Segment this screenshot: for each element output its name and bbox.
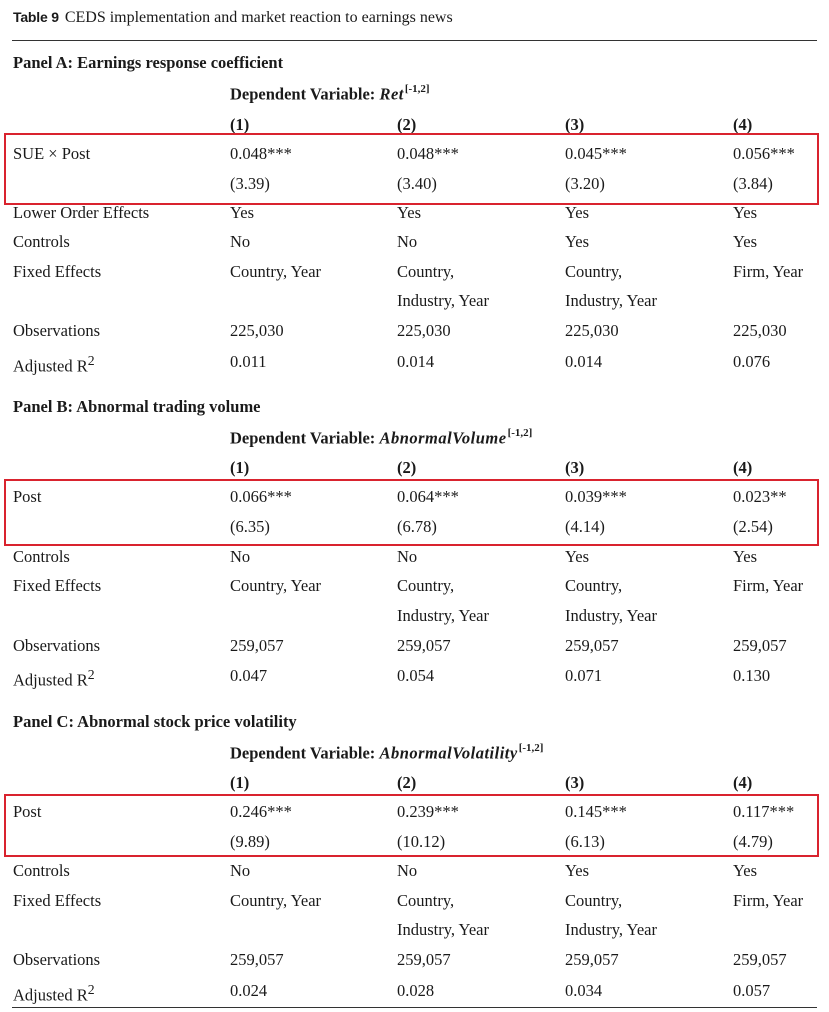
adj-r2-superscript: 2	[87, 982, 95, 997]
panel-c-title: Panel C: Abnormal stock price volatility	[13, 712, 297, 731]
panel-c-dependent-variable	[230, 744, 543, 762]
row-post-label: Post	[13, 802, 42, 821]
coefficient: 0.048***	[397, 144, 459, 163]
panel-b-highlight-box	[4, 479, 819, 546]
coefficient: 0.239***	[397, 802, 459, 821]
panel-b-title: Panel B: Abnormal trading volume	[13, 397, 261, 416]
row-adj-r2-value: 0.014	[397, 352, 435, 371]
row-sue-post-label: SUE × Post	[13, 144, 91, 163]
panel-b-dependent-variable	[230, 429, 532, 447]
adj-r2-text: Adjusted R	[13, 356, 88, 376]
fixed-effects-value: Country,	[565, 576, 623, 595]
row-lower-order-value: Yes	[565, 203, 590, 222]
t-statistic: (4.14)	[565, 517, 605, 536]
fixed-effects-value: Country,	[397, 262, 455, 281]
t-statistic: (3.84)	[733, 174, 773, 193]
row-adj-r2-value: 0.071	[565, 666, 603, 685]
row-controls-value: Yes	[565, 861, 590, 880]
row-observations-value: 225,030	[230, 321, 284, 340]
coefficient: 0.145***	[565, 802, 627, 821]
row-controls-value: No	[397, 232, 418, 251]
dv-prefix: Dependent Variable:	[230, 84, 376, 104]
row-adj-r2-value: 0.034	[565, 981, 603, 1000]
row-adj-r2-value: 0.014	[565, 352, 603, 371]
fixed-effects-value: Country, Year	[230, 891, 322, 910]
adj-r2-text: Adjusted R	[13, 670, 88, 690]
t-statistic: (2.54)	[733, 517, 773, 536]
dv-window: [-1,2]	[404, 83, 430, 95]
coefficient: 0.064***	[397, 487, 459, 506]
table-caption	[13, 9, 453, 27]
t-statistic: (6.35)	[230, 517, 270, 536]
row-controls-label: Controls	[13, 232, 70, 251]
dv-window: [-1,2]	[507, 427, 533, 439]
row-adj-r2-label	[13, 668, 95, 689]
fixed-effects-value: Country,	[397, 576, 455, 595]
row-adj-r2-label	[13, 983, 95, 1004]
fixed-effects-value: Country, Year	[230, 576, 322, 595]
column-header: (1)	[230, 773, 250, 792]
table-title: CEDS implementation and market reaction to earnings news	[64, 9, 453, 26]
coefficient: 0.023**	[733, 487, 787, 506]
row-controls-value: Yes	[565, 547, 590, 566]
coefficient: 0.117***	[733, 802, 795, 821]
t-statistic: (9.89)	[230, 832, 270, 851]
row-adj-r2-value: 0.130	[733, 666, 771, 685]
row-controls-value: No	[230, 232, 251, 251]
coefficient: 0.056***	[733, 144, 795, 163]
fixed-effects-value: Firm, Year	[733, 576, 804, 595]
row-adj-r2-value: 0.011	[230, 352, 267, 371]
row-adj-r2-value: 0.047	[230, 666, 268, 685]
column-header: (3)	[565, 115, 585, 134]
row-observations-label: Observations	[13, 636, 101, 655]
fixed-effects-value-line2: Industry, Year	[397, 920, 489, 939]
row-observations-value: 259,057	[397, 950, 451, 969]
row-observations-value: 225,030	[733, 321, 787, 340]
panel-c-highlight-box	[4, 794, 819, 857]
row-fixed-effects-label: Fixed Effects	[13, 262, 102, 281]
column-header: (4)	[733, 773, 753, 792]
column-header: (1)	[230, 115, 250, 134]
adj-r2-text: Adjusted R	[13, 985, 88, 1005]
row-controls-value: No	[397, 547, 418, 566]
fixed-effects-value: Country, Year	[230, 262, 322, 281]
row-fixed-effects-label: Fixed Effects	[13, 576, 102, 595]
row-observations-value: 259,057	[733, 636, 787, 655]
row-observations-value: 259,057	[397, 636, 451, 655]
t-statistic: (3.39)	[230, 174, 270, 193]
row-post-label: Post	[13, 487, 42, 506]
row-controls-value: No	[230, 861, 251, 880]
row-controls-value: Yes	[733, 232, 758, 251]
row-lower-order-label: Lower Order Effects	[13, 203, 150, 222]
row-lower-order-value: Yes	[733, 203, 758, 222]
fixed-effects-value: Country,	[565, 891, 623, 910]
dv-prefix: Dependent Variable:	[230, 428, 376, 448]
row-controls-label: Controls	[13, 547, 70, 566]
column-header: (2)	[397, 115, 417, 134]
fixed-effects-value: Country,	[397, 891, 455, 910]
coefficient: 0.039***	[565, 487, 627, 506]
row-observations-value: 259,057	[230, 950, 284, 969]
row-controls-value: Yes	[565, 232, 590, 251]
row-observations-value: 259,057	[565, 636, 619, 655]
t-statistic: (3.20)	[565, 174, 605, 193]
fixed-effects-value: Country,	[565, 262, 623, 281]
dv-variable: AbnormalVolume	[379, 428, 507, 448]
coefficient: 0.066***	[230, 487, 292, 506]
t-statistic: (6.13)	[565, 832, 605, 851]
row-observations-value: 259,057	[230, 636, 284, 655]
dv-variable: AbnormalVolatility	[379, 743, 518, 763]
column-header: (1)	[230, 458, 250, 477]
column-header: (4)	[733, 458, 753, 477]
t-statistic: (6.78)	[397, 517, 437, 536]
row-controls-label: Controls	[13, 861, 70, 880]
adj-r2-superscript: 2	[87, 353, 95, 368]
fixed-effects-value: Firm, Year	[733, 262, 804, 281]
row-observations-label: Observations	[13, 950, 101, 969]
row-adj-r2-value: 0.057	[733, 981, 771, 1000]
row-observations-value: 225,030	[565, 321, 619, 340]
table-label: Table 9	[13, 9, 59, 25]
t-statistic: (3.40)	[397, 174, 437, 193]
t-statistic: (4.79)	[733, 832, 773, 851]
coefficient: 0.246***	[230, 802, 292, 821]
adj-r2-superscript: 2	[87, 667, 95, 682]
fixed-effects-value-line2: Industry, Year	[565, 291, 657, 310]
row-adj-r2-value: 0.028	[397, 981, 435, 1000]
fixed-effects-value-line2: Industry, Year	[565, 606, 657, 625]
dv-variable: Ret	[379, 84, 404, 104]
bottom-rule	[12, 1007, 817, 1008]
coefficient: 0.048***	[230, 144, 292, 163]
fixed-effects-value-line2: Industry, Year	[397, 291, 489, 310]
row-observations-value: 259,057	[733, 950, 787, 969]
row-observations-value: 225,030	[397, 321, 451, 340]
row-controls-value: Yes	[733, 547, 758, 566]
row-adj-r2-label	[13, 354, 95, 375]
row-lower-order-value: Yes	[230, 203, 255, 222]
t-statistic: (10.12)	[397, 832, 446, 851]
panel-a-title: Panel A: Earnings response coefficient	[13, 53, 284, 72]
fixed-effects-value-line2: Industry, Year	[397, 606, 489, 625]
row-adj-r2-value: 0.024	[230, 981, 268, 1000]
row-controls-value: Yes	[733, 861, 758, 880]
column-header: (4)	[733, 115, 753, 134]
coefficient: 0.045***	[565, 144, 627, 163]
row-adj-r2-value: 0.054	[397, 666, 435, 685]
row-controls-value: No	[397, 861, 418, 880]
column-header: (3)	[565, 773, 585, 792]
column-header: (2)	[397, 773, 417, 792]
fixed-effects-value-line2: Industry, Year	[565, 920, 657, 939]
row-fixed-effects-label: Fixed Effects	[13, 891, 102, 910]
column-header: (2)	[397, 458, 417, 477]
row-adj-r2-value: 0.076	[733, 352, 771, 371]
row-lower-order-value: Yes	[397, 203, 422, 222]
fixed-effects-value: Firm, Year	[733, 891, 804, 910]
dv-prefix: Dependent Variable:	[230, 743, 376, 763]
panel-a-highlight-box	[4, 133, 819, 205]
row-observations-value: 259,057	[565, 950, 619, 969]
dv-window: [-1,2]	[518, 742, 544, 754]
row-controls-value: No	[230, 547, 251, 566]
panel-a-dependent-variable	[230, 85, 430, 103]
row-observations-label: Observations	[13, 321, 101, 340]
top-rule	[12, 40, 817, 41]
column-header: (3)	[565, 458, 585, 477]
